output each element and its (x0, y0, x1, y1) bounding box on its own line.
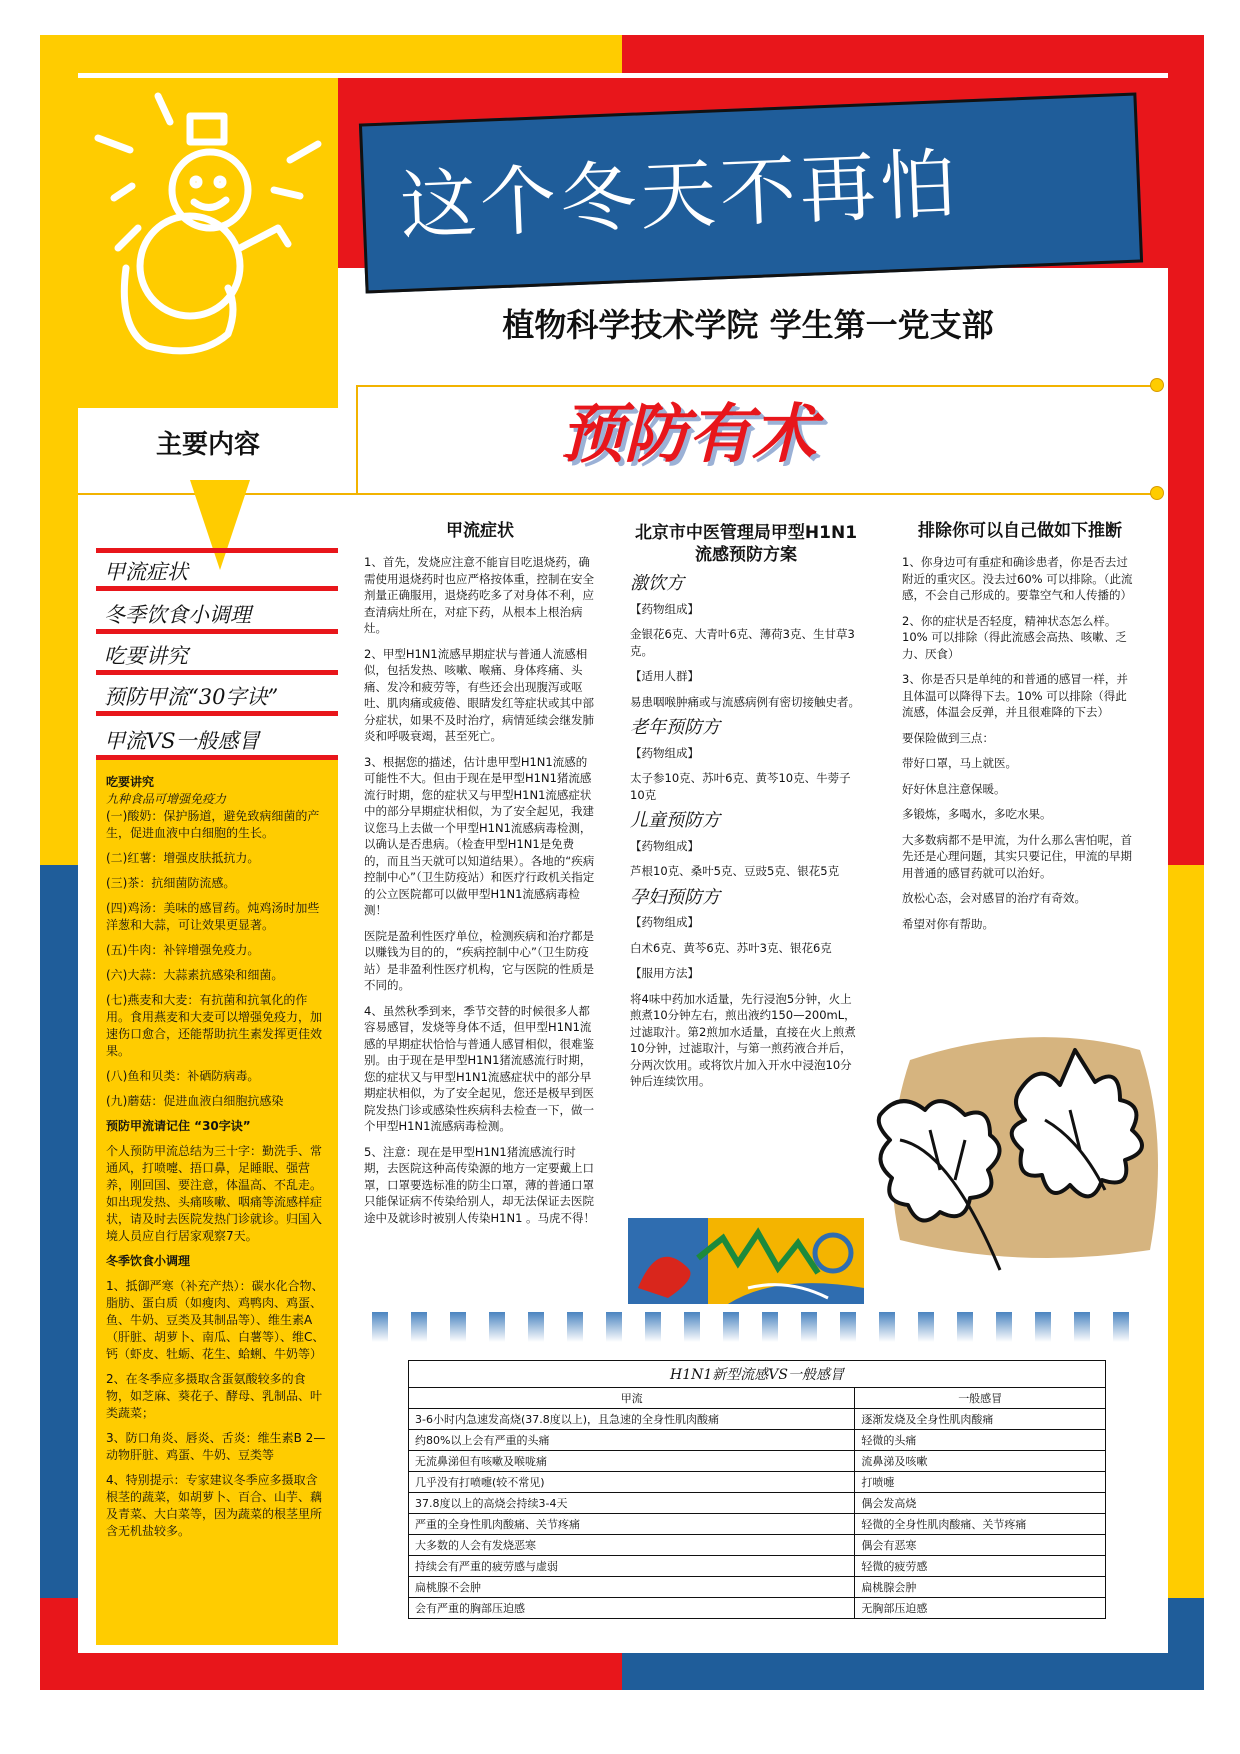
table-cell: 轻微的全身性肌肉酸痛、关节疼痛 (855, 1514, 1106, 1535)
nav-item-30-words[interactable]: 预防甲流“30字诀” (96, 678, 338, 716)
paragraph: 4、虽然秋季到来，季节交替的时候很多人都容易感冒，发烧等身体不适，但甲型H1N1流感的早期症状恰恰与普通人感冒相似，很难鉴别。由于现在是甲型H1N1猪流感流行时期，您的症状又与甲型H1N1流感症状中的部分早期症状相似，为了安全起见，您还是极早到医院发热门诊或感染性疾病科去检查一下，做一个甲型H1N1流感病毒检测。 (364, 1003, 594, 1133)
subheading: 老年预防方 (630, 717, 720, 738)
column-prevention-heading: 北京市中医管理局甲型H1N1流感预防方案 (634, 523, 858, 565)
table-cell: 无胸部压迫感 (855, 1598, 1106, 1619)
page-title: 这个冬天不再怕 (398, 139, 962, 251)
paragraph: 【药物组成】 (630, 601, 699, 616)
snowman-icon (78, 78, 338, 408)
paragraph: 1、首先，发烧应注意不能盲目吃退烧药，确需使用退烧药时也应严格按体重，控制在安全剂量正确服用，退烧药吃多了对身体不利，应查清病灶所在，对症下药，从根本上根治病灶。 (364, 555, 594, 635)
sidebar-rule-heading: 预防甲流请记住 “30字诀” (106, 1119, 251, 1133)
divider-vertical (356, 385, 358, 493)
list-item: (八)鱼和贝类：补硒防病毒。 (106, 1069, 260, 1083)
subheading: 激饮方 (630, 573, 684, 594)
decor-tick (957, 1312, 973, 1342)
decor-tick (1074, 1312, 1090, 1342)
table-cell: 逐渐发烧及全身性肌肉酸痛 (855, 1409, 1106, 1430)
table-row (409, 1556, 1106, 1577)
sidebar-panel (96, 760, 338, 1645)
decor-tick (528, 1312, 544, 1342)
table-row (409, 1577, 1106, 1598)
paragraph: 太子参10克、苏叶6克、黄芩10克、牛蒡子10克 (630, 771, 851, 802)
table-cell: 扁桃腺会肿 (855, 1577, 1106, 1598)
sidebar-eat-sub: 九种食品可增强免疫力 (106, 792, 227, 806)
column-self-check (902, 520, 1138, 941)
paragraph: 5、注意：现在是甲型H1N1猪流感流行时期，去医院这种高传染源的地方一定要戴上口罩，口罩要选标准的防尘口罩，薄的普通口罩只能保证病不传染给别人，却无法保证去医院途中及就诊时被别人传染H1N1 。马虎不得！ (364, 1144, 596, 1225)
sidebar-eat-heading: 吃要讲究 (106, 775, 155, 789)
table-cell: 持续会有严重的疲劳感与虚弱 (409, 1556, 855, 1577)
table-cell: 大多数的人会有发烧恶寒 (409, 1535, 855, 1556)
table-cell: 打喷嚏 (855, 1472, 1106, 1493)
list-item: 2、在冬季应多摄取含蛋氨酸较多的食物，如芝麻、葵花子、酵母、乳制品、叶类蔬菜； (106, 1372, 323, 1420)
paragraph: 2、你的症状是否轻度，精神状态怎么样。10% 可以排除（得此流感会高热、咳嗽、乏力、厌食） (902, 613, 1127, 661)
subheading: 儿童预防方 (630, 810, 720, 831)
column-selfcheck-heading: 排除你可以自己做如下推断 (918, 521, 1122, 541)
decor-tick (606, 1312, 622, 1342)
list-item: 3、防口角炎、唇炎、舌炎：维生素B 2—动物肝脏、鸡蛋、牛奶、豆类等 (106, 1431, 326, 1462)
decor-tick (840, 1312, 856, 1342)
table-header: 一般感冒 (855, 1388, 1106, 1409)
paragraph: 多锻炼，多喝水，多吃水果。 (902, 807, 1052, 821)
paragraph: 要保险做到三点： (902, 730, 994, 745)
table-row (409, 1451, 1106, 1472)
paragraph: 芦根10克、桑叶5克、豆豉5克、银花5克 (630, 864, 840, 878)
paragraph: 易患咽喉肿痛或与流感病例有密切接触史者。 (630, 694, 860, 709)
column-symptoms (364, 520, 596, 1235)
decor-tick (801, 1312, 817, 1342)
decor-tick (489, 1312, 505, 1342)
decor-tick (411, 1312, 427, 1342)
table-cell: 37.8度以上的高烧会持续3-4天 (409, 1493, 855, 1514)
column-prevention-plan (630, 522, 862, 1099)
paragraph: 金银花6克、大青叶6克、薄荷3克、生甘草3克。 (630, 627, 855, 658)
table-cell: 流鼻涕及咳嗽 (855, 1451, 1106, 1472)
subheading: 孕妇预防方 (630, 886, 720, 908)
list-item: (九)蘑菇：促进血液白细胞抗感染 (106, 1094, 284, 1108)
list-item: 4、特别提示：专家建议冬季应多摄取含根茎的蔬菜，如胡萝卜、百合、山芋、藕及青菜、大白菜等，因为蔬菜的根茎里所含无机盐较多。 (106, 1473, 323, 1538)
paragraph: 2、甲型H1N1流感早期症状与普通人流感相似，包括发热、咳嗽、喉痛、身体疼痛、头痛、发冷和疲劳等，有些还会出现腹泻或呕吐、肌肉痛或疲倦、眼睛发红等症状或其中部分症状，如果不及时治疗，病情延续会继发肺炎和呼吸衰竭，甚至死亡。 (364, 646, 594, 743)
paragraph: 【药物组成】 (630, 915, 699, 929)
decor-tick (645, 1312, 661, 1342)
paragraph: 将4味中药加水适量，先行浸泡5分钟，火上煎煮10分钟左右，煎出液约150—200mL，过滤取汁。第2煎加水适量，直接在火上煎煮10分钟，过滤取汁，与第一煎药液合并后，分两次饮用。或将饮片加入开水中浸泡10分钟后连续饮用。 (630, 991, 856, 1088)
table-cell: 无流鼻涕但有咳嗽及喉咙痛 (409, 1451, 855, 1472)
contents-heading: 主要内容 (155, 430, 260, 460)
table-row (409, 1472, 1106, 1493)
list-item: 1、抵御严寒（补充产热）：碳水化合物、脂肪、蛋白质（如瘦肉、鸡鸭肉、鸡蛋、鱼、牛奶、豆类及其制品等）、维生素A（肝脏、胡萝卜、南瓜、白薯等）、维C、钙（虾皮、牡蛎、花生、蛤蜊、牛奶等） (106, 1279, 325, 1361)
list-item: (一)酸奶：保护肠道，避免致病细菌的产生，促进血液中白细胞的生长。 (106, 809, 320, 840)
autumn-leaves-icon (870, 1020, 1170, 1290)
table-header: 甲流 (409, 1388, 855, 1409)
paragraph: 好好休息注意保暖。 (902, 781, 1006, 796)
paragraph: 带好口罩，马上就医。 (902, 756, 1017, 770)
decor-tick (918, 1312, 934, 1342)
decor-tick (879, 1312, 895, 1342)
organization-line: 植物科学技术学院 学生第一党支部 (502, 306, 994, 344)
table-cell: 偶会发高烧 (855, 1493, 1106, 1514)
nav-item-symptoms[interactable]: 甲流症状 (96, 553, 338, 591)
table-row (409, 1514, 1106, 1535)
table-cell: 严重的全身性肌肉酸痛、关节疼痛 (409, 1514, 855, 1535)
table-row (409, 1409, 1106, 1430)
section-title: 预防有术 (560, 397, 816, 472)
table-row (409, 1598, 1106, 1619)
table-row (409, 1430, 1106, 1451)
abstract-art-icon (628, 1218, 864, 1304)
logo-box (78, 78, 338, 408)
decor-tick (372, 1312, 388, 1342)
table-cell: 几乎没有打喷嚏(较不常见) (409, 1472, 855, 1493)
divider-dot-top (1150, 378, 1164, 392)
list-item: (三)茶：抗细菌防流感。 (106, 876, 236, 890)
decor-tick (1035, 1312, 1051, 1342)
paragraph: 放松心态，会对感冒的治疗有奇效。 (902, 891, 1086, 905)
table-caption: H1N1新型流感VS一般感冒 (409, 1361, 1106, 1388)
paragraph: 【服用方法】 (630, 966, 699, 980)
divider-top (356, 385, 1156, 387)
paragraph: 白术6克、黄芩6克、苏叶3克、银花6克 (630, 940, 832, 955)
paragraph: 医院是盈利性医疗单位，检测疾病和治疗都是以赚钱为目的的，“疾病控制中心”（卫生防疫站）是非盈利性医疗机构，它与医院的性质是不同的。 (364, 928, 594, 992)
paragraph: 3、你是否只是单纯的和普通的感冒一样，并且体温可以降得下去。10% 可以排除（得此流感，体温会反弹，并且很难降的下去） (902, 672, 1128, 719)
decor-tick (450, 1312, 466, 1342)
table-cell: 轻微的疲劳感 (855, 1556, 1106, 1577)
decor-tick (996, 1312, 1012, 1342)
list-item: (二)红薯：增强皮肤抵抗力。 (106, 851, 260, 865)
decor-tick (1113, 1312, 1129, 1342)
table-cell: 偶会有恶寒 (855, 1535, 1106, 1556)
list-item: (七)燕麦和大麦：有抗菌和抗氧化的作用。食用燕麦和大麦可以增强免疫力，加速伤口愈合，还能帮助抗生素发挥更佳效果。 (106, 993, 323, 1058)
list-item: (五)牛肉：补锌增强免疫力。 (106, 943, 260, 957)
paragraph: 3、根据您的描述，估计患甲型H1N1流感的可能性不大。但由于现在是甲型H1N1猪流感流行时期，您的症状又与甲型H1N1流感症状中的部分早期症状相似，为了安全起见，我建议您马上去做一个甲型H1N1流感病毒检测，以确认是否患病。（检查甲型H1N1是免费的，而且当天就可以知道结果）。各地的“疾病控制中心”（卫生防疫站）和医疗行政机关指定的公立医院都可以做甲型H1N1流感病毒检测！ (364, 754, 595, 917)
sidebar-diet-heading: 冬季饮食小调理 (106, 1254, 191, 1268)
paragraph: 【适用人群】 (630, 669, 699, 683)
paragraph: 希望对你有帮助。 (902, 916, 994, 931)
decorative-image (628, 1218, 864, 1304)
table-cell: 3-6小时内急速发高烧(37.8度以上)，且急速的全身性肌肉酸痛 (409, 1409, 855, 1430)
nav-item-eating[interactable]: 吃要讲究 (96, 637, 338, 675)
table-cell: 轻微的头痛 (855, 1430, 1106, 1451)
table-row (409, 1493, 1106, 1514)
leaves-illustration (870, 1020, 1170, 1290)
paragraph: 【药物组成】 (630, 838, 699, 853)
decor-tick (567, 1312, 583, 1342)
column-symptoms-heading: 甲流症状 (446, 521, 514, 541)
table-row (409, 1535, 1106, 1556)
list-item: (四)鸡汤：美味的感冒药。炖鸡汤时加些洋葱和大蒜，可让效果更显著。 (106, 901, 320, 932)
paragraph: 【药物组成】 (630, 745, 699, 760)
divider-dot-bottom (1150, 486, 1164, 500)
list-item: (六)大蒜：大蒜素抗感染和细菌。 (106, 968, 284, 982)
nav-item-winter-diet[interactable]: 冬季饮食小调理 (96, 596, 338, 634)
paragraph: 1、你身边可有重症和确诊患者，你是否去过附近的重灾区。没去过60% 可以排除。（此流感，不会自己形成的。要靠空气和人传播的） (902, 555, 1133, 602)
nav-item-flu-vs-cold[interactable]: 甲流VS一般感冒 (96, 722, 338, 760)
comparison-table (408, 1360, 1106, 1619)
sidebar-rule-text: 个人预防甲流总结为三十字：勤洗手、常通风，打喷嚏、捂口鼻，足睡眠、强营养，刚回国、要注意，体温高、不乱走。如出现发热、头痛咳嗽、咽痛等流感样症状，请及时去医院发热门诊就诊。归国入境人员应自行居家观察7天。 (106, 1144, 323, 1243)
decor-tick (723, 1312, 739, 1342)
table-cell: 会有严重的胸部压迫感 (409, 1598, 855, 1619)
table-cell: 约80%以上会有严重的头痛 (409, 1430, 855, 1451)
decor-tick (684, 1312, 700, 1342)
decor-tick (762, 1312, 778, 1342)
table-cell: 扁桃腺不会肿 (409, 1577, 855, 1598)
paragraph: 大多数病都不是甲流，为什么那么害怕呢，首先还是心理问题，其实只要记住，甲流的早期用普通的感冒药就可以治好。 (902, 832, 1132, 880)
